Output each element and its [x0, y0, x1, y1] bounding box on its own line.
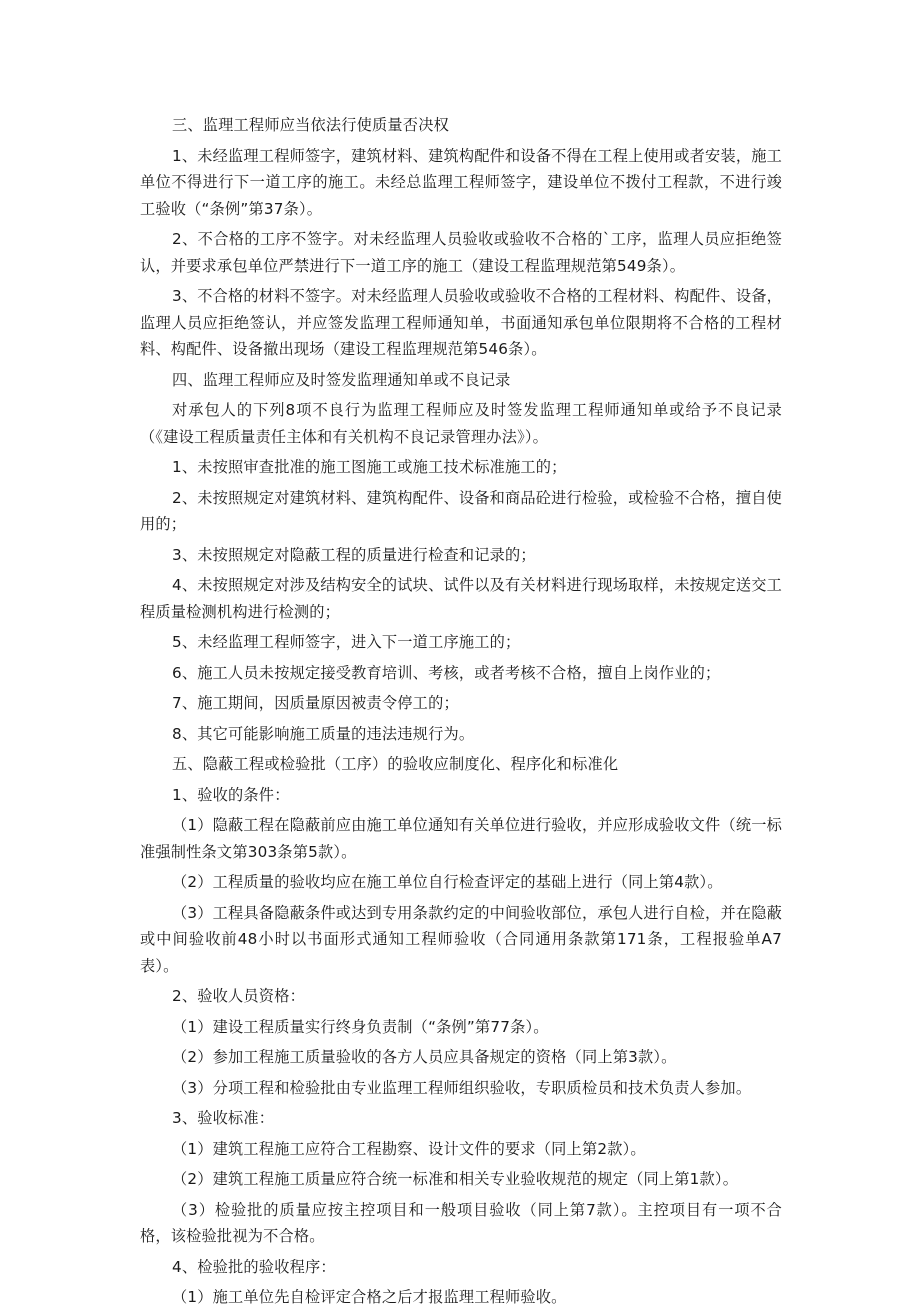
section-heading: 五、隐蔽工程或检验批（工序）的验收应制度化、程序化和标准化 [172, 755, 619, 773]
body-paragraph: 3、未按照规定对隐蔽工程的质量进行检查和记录的； [172, 545, 536, 564]
body-paragraph: 3、不合格的材料不签字。对未经监理人员验收或验收不合格的工程材料、构配件、设备，监理人员应拒绝签认，并应签发监理工程师通知单，书面通知承包单位限期将不合格的工程材料、构配件、设备撤出现场（建设工程监理规范第546条）。 [140, 287, 782, 358]
body-paragraph: （3）检验批的质量应按主控项目和一般项目验收（同上第7款）。主控项目有一项不合格，该检验批视为不合格。 [140, 1200, 782, 1245]
body-paragraph: 4、检验批的验收程序： [172, 1257, 336, 1276]
body-paragraph: 2、未按照规定对建筑材料、建筑构配件、设备和商品砼进行检验，或检验不合格，擅自使用的； [140, 488, 782, 533]
body-paragraph: 5、未经监理工程师签字，进入下一道工序施工的； [172, 633, 521, 651]
body-paragraph: 4、未按照规定对涉及结构安全的试块、试件以及有关材料进行现场取样，未按规定送交工程质量检测机构进行检测的； [140, 576, 782, 621]
section-heading: 四、监理工程师应及时签发监理通知单或不良记录 [172, 370, 511, 389]
body-paragraph: 2、验收人员资格： [172, 987, 305, 1005]
body-paragraph: （3）工程具备隐蔽条件或达到专用条款约定的中间验收部位，承包人进行自检，并在隐蔽或中间验收前48小时以书面形式通知工程师验收（合同通用条款第171条，工程报验单A7表）。 [140, 903, 782, 975]
body-paragraph: 8、其它可能影响施工质量的违法违规行为。 [172, 724, 475, 743]
body-paragraph: 2、不合格的工序不签字。对未经监理人员验收或验收不合格的`工序，监理人员应拒绝签认，并要求承包单位严禁进行下一道工序的施工（建设工程监理规范第549条）。 [140, 230, 782, 275]
body-paragraph: 1、验收的条件： [172, 785, 290, 804]
body-paragraph: （1）隐蔽工程在隐蔽前应由施工单位通知有关单位进行验收，并应形成验收文件（统一标准强制性条文第303条第5款）。 [140, 816, 782, 861]
document-page [140, 112, 782, 1315]
body-paragraph: 1、未按照审查批准的施工图施工或施工技术标准施工的； [172, 458, 567, 476]
body-paragraph: （1）建设工程质量实行终身负责制（“条例”第77条）。 [172, 1017, 549, 1036]
body-paragraph: 对承包人的下列8项不良行为监理工程师应及时签发监理工程师通知单或给予不良记录（《建设工程质量责任主体和有关机构不良记录管理办法》）。 [140, 401, 782, 446]
body-paragraph: （3）分项工程和检验批由专业监理工程师组织验收，专职质检员和技术负责人参加。 [172, 1078, 752, 1097]
body-paragraph: 7、施工期间，因质量原因被责令停工的； [172, 694, 459, 712]
body-paragraph: （1）建筑工程施工应符合工程勘察、设计文件的要求（同上第2款）。 [172, 1139, 646, 1158]
body-paragraph: 3、验收标准： [172, 1109, 275, 1127]
section-heading: 三、监理工程师应当依法行使质量否决权 [172, 116, 449, 134]
body-paragraph: 1、未经监理工程师签字，建筑材料、建筑构配件和设备不得在工程上使用或者安装，施工单位不得进行下一道工序的施工。未经总监理工程师签字，建设单位不拨付工程款，不进行竣工验收（“条例”第37条）。 [140, 146, 782, 218]
body-paragraph: （2）参加工程施工质量验收的各方人员应具备规定的资格（同上第3款）。 [172, 1048, 677, 1066]
body-paragraph: （2）建筑工程施工质量应符合统一标准和相关专业验收规范的规定（同上第1款）。 [172, 1170, 739, 1188]
body-paragraph: 6、施工人员未按规定接受教育培训、考核，或者考核不合格，擅自上岗作业的； [172, 663, 721, 682]
body-paragraph: （1）施工单位先自检评定合格之后才报监理工程师验收。 [172, 1288, 567, 1306]
body-paragraph: （2）工程质量的验收均应在施工单位自行检查评定的基础上进行（同上第4款）。 [172, 873, 723, 891]
